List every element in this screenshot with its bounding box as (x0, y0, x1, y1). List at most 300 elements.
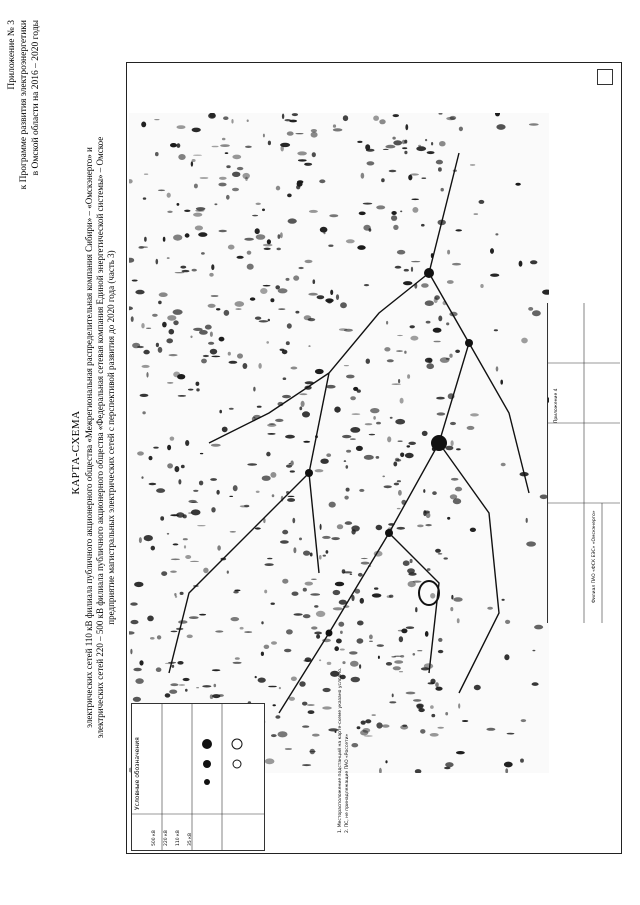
legend-grid (132, 704, 264, 850)
terrain-blob (245, 146, 252, 148)
terrain-blob (305, 163, 308, 165)
terrain-blob (455, 487, 462, 492)
terrain-blob (146, 372, 148, 378)
terrain-blob (310, 553, 313, 557)
terrain-blob (184, 210, 190, 212)
terrain-blob (289, 697, 295, 701)
terrain-blob (417, 650, 422, 651)
terrain-blob (268, 686, 277, 688)
terrain-blob (167, 257, 170, 258)
terrain-blob (285, 119, 292, 121)
terrain-blob (210, 349, 217, 355)
terrain-blob (171, 559, 180, 561)
terrain-blob (235, 301, 245, 307)
terrain-blob (438, 167, 442, 171)
terrain-blob (273, 704, 276, 706)
terrain-blob (365, 144, 370, 150)
terrain-blob (431, 714, 435, 717)
terrain-blob (407, 374, 410, 379)
terrain-blob (167, 193, 171, 198)
terrain-blob (376, 205, 385, 209)
terrain-blob (303, 588, 307, 592)
terrain-blob (436, 397, 445, 400)
terrain-blob (272, 494, 275, 497)
terrain-blob (311, 129, 317, 132)
terrain-blob (141, 122, 146, 128)
terrain-blob (203, 355, 209, 357)
terrain-blob (256, 203, 261, 205)
terrain-blob (167, 463, 173, 468)
terrain-blob (170, 437, 175, 441)
terrain-blob (400, 453, 404, 458)
sheet-corner-mark (597, 69, 613, 85)
terrain-blob (202, 685, 211, 687)
terrain-blob (383, 149, 389, 150)
terrain-blob (391, 211, 396, 215)
terrain-blob (393, 140, 402, 145)
terrain-blob (230, 531, 236, 533)
terrain-blob (415, 607, 417, 612)
terrain-blob (260, 288, 267, 294)
notes (337, 533, 355, 833)
terrain-blob (304, 315, 312, 320)
terrain-blob (172, 665, 175, 668)
terrain-blob (430, 733, 439, 737)
terrain-blob (407, 445, 411, 447)
terrain-blob (417, 525, 424, 528)
terrain-blob (173, 320, 178, 325)
terrain-blob (170, 571, 177, 573)
terrain-blob (151, 546, 155, 551)
terrain-blob (412, 207, 418, 213)
terrain-blob (130, 649, 132, 655)
terrain-blob (292, 113, 298, 116)
terrain-blob (435, 682, 439, 687)
terrain-blob (178, 395, 186, 397)
terrain-blob (299, 407, 302, 411)
terrain-blob (357, 245, 365, 250)
terrain-blob (167, 445, 171, 451)
terrain-blob (399, 636, 403, 642)
terrain-blob (156, 488, 165, 493)
terrain-blob (270, 298, 274, 302)
terrain-blob (439, 141, 446, 146)
terrain-blob (215, 630, 223, 632)
terrain-blob (261, 652, 264, 656)
terrain-blob (232, 188, 239, 191)
terrain-blob (166, 338, 173, 343)
terrain-blob (451, 595, 453, 600)
terrain-blob (346, 375, 355, 379)
terrain-blob (415, 769, 422, 773)
terrain-blob (258, 363, 261, 369)
terrain-blob (323, 555, 326, 557)
terrain-blob (395, 266, 402, 269)
terrain-blob (385, 145, 395, 149)
terrain-blob (173, 309, 183, 315)
terrain-blob (505, 768, 508, 773)
terrain-blob (311, 626, 317, 629)
terrain-blob (253, 387, 255, 392)
terrain-blob (427, 151, 435, 154)
terrain-blob (342, 435, 351, 438)
terrain-blob (268, 141, 271, 146)
terrain-blob (180, 592, 184, 595)
terrain-blob (364, 455, 374, 460)
terrain-blob (216, 490, 219, 495)
terrain-blob (452, 263, 461, 266)
terrain-blob (459, 127, 463, 132)
terrain-blob (287, 323, 292, 328)
terrain-blob (139, 246, 149, 247)
terrain-blob (133, 697, 141, 702)
terrain-blob (382, 476, 385, 478)
terrain-blob (433, 328, 442, 333)
terrain-blob (234, 590, 240, 592)
terrain-blob (176, 512, 184, 517)
terrain-blob (268, 319, 270, 322)
terrain-blob (286, 465, 292, 468)
terrain-blob (302, 764, 311, 766)
terrain-blob (392, 137, 395, 140)
terrain-blob (155, 152, 159, 156)
terrain-blob (212, 694, 220, 698)
terrain-blob (425, 300, 434, 306)
terrain-blob (277, 248, 281, 251)
terrain-blob (288, 218, 297, 223)
terrain-blob (346, 488, 350, 492)
terrain-blob (301, 401, 305, 407)
terrain-blob (282, 530, 288, 535)
terrain-blob (474, 213, 479, 214)
terrain-blob (208, 113, 216, 119)
terrain-blob (173, 235, 182, 241)
terrain-blob (394, 660, 403, 664)
terrain-blob (227, 571, 229, 574)
terrain-blob (363, 203, 373, 205)
terrain-blob (438, 650, 443, 653)
terrain-blob (526, 518, 528, 523)
terrain-blob (495, 233, 498, 235)
terrain-blob (358, 573, 363, 577)
terrain-blob (500, 380, 503, 385)
terrain-blob (154, 119, 159, 120)
terrain-blob (263, 134, 265, 138)
terrain-blob (317, 295, 325, 299)
terrain-blob (420, 729, 425, 734)
terrain-blob (219, 410, 222, 414)
terrain-blob (532, 310, 541, 316)
terrain-blob (203, 568, 208, 574)
terrain-blob (263, 244, 273, 247)
power-line (389, 533, 439, 673)
terrain-blob (343, 115, 348, 121)
terrain-blob (188, 512, 193, 514)
terrain-blob (470, 413, 479, 416)
terrain-blob (406, 692, 416, 695)
legend-symbol (203, 760, 211, 768)
terrain-blob (250, 297, 255, 300)
terrain-blob (446, 322, 449, 325)
terrain-blob (344, 460, 346, 462)
terrain-blob (163, 237, 166, 242)
terrain-blob (402, 140, 406, 144)
terrain-blob (486, 728, 495, 731)
terrain-blob (144, 237, 147, 242)
terrain-blob (271, 734, 277, 737)
terrain-blob (285, 435, 295, 439)
terrain-blob (421, 283, 429, 288)
terrain-blob (169, 690, 177, 694)
terrain-blob (244, 238, 254, 241)
terrain-blob (275, 715, 280, 719)
terrain-blob (496, 124, 505, 130)
terrain-blob (416, 146, 426, 151)
terrain-blob (350, 438, 356, 439)
terrain-blob (387, 436, 391, 442)
terrain-blob (188, 389, 194, 391)
appendix-block (6, 20, 42, 189)
legend (131, 703, 265, 851)
terrain-blob (369, 635, 373, 640)
terrain-blob (406, 626, 414, 629)
legend-title: Условные обозначения (134, 737, 141, 810)
terrain-blob (336, 294, 339, 300)
terrain-blob (205, 325, 212, 330)
terrain-blob (173, 543, 179, 545)
terrain-blob (280, 540, 289, 543)
terrain-blob (361, 562, 370, 565)
terrain-blob (262, 209, 265, 212)
terrain-blob (408, 581, 416, 587)
terrain-blob (505, 620, 510, 624)
terrain-blob (264, 590, 267, 594)
terrain-blob (247, 119, 249, 122)
terrain-blob (159, 292, 168, 297)
terrain-blob (387, 595, 392, 598)
terrain-blob (445, 712, 448, 715)
terrain-blob (187, 635, 193, 639)
terrain-blob (147, 616, 154, 622)
terrain-blob (286, 278, 290, 281)
substation-marker (305, 469, 313, 477)
terrain-blob (149, 456, 153, 460)
substation-marker (431, 435, 447, 451)
terrain-blob (199, 481, 203, 486)
terrain-blob (474, 685, 481, 690)
terrain-blob (237, 353, 243, 358)
terrain-blob (515, 183, 520, 186)
terrain-blob (390, 417, 393, 419)
terrain-blob (426, 321, 431, 324)
terrain-blob (470, 528, 476, 532)
terrain-blob (193, 213, 202, 217)
terrain-blob (291, 677, 297, 682)
terrain-blob (307, 704, 315, 706)
terrain-blob (456, 751, 465, 754)
terrain-blob (131, 620, 139, 624)
terrain-blob (450, 422, 456, 425)
note-line-1: 1. Месторасположение подстанций на карте-схеме указано условно. (338, 667, 343, 833)
terrain-blob (359, 664, 361, 669)
terrain-blob (194, 184, 198, 189)
terrain-blob (423, 489, 425, 493)
terrain-blob (299, 538, 302, 541)
terrain-blob (170, 143, 177, 147)
terrain-blob (504, 654, 509, 660)
terrain-blob (158, 190, 165, 192)
terrain-blob (235, 308, 241, 310)
terrain-blob (233, 485, 238, 491)
terrain-blob (231, 617, 240, 621)
terrain-blob (352, 413, 361, 414)
terrain-blob (287, 131, 294, 135)
terrain-blob (369, 228, 372, 231)
terrain-blob (310, 593, 320, 595)
terrain-blob (353, 387, 358, 391)
terrain-blob (219, 337, 225, 342)
terrain-blob (212, 146, 219, 148)
terrain-blob (396, 350, 403, 352)
terrain-blob (346, 465, 349, 469)
terrain-blob (532, 650, 535, 652)
substation-marker (424, 268, 434, 278)
legend-row: 220 кВ (164, 830, 169, 846)
terrain-blob (278, 288, 288, 293)
appendix-line-2: к Программе развития электроэнергетики (19, 20, 29, 190)
terrain-blob (425, 524, 432, 526)
terrain-blob (129, 306, 133, 310)
terrain-blob (141, 476, 143, 479)
terrain-blob (235, 657, 240, 660)
terrain-blob (405, 453, 414, 458)
terrain-blob (150, 637, 155, 640)
terrain-blob (226, 165, 230, 168)
terrain-blob (217, 545, 221, 550)
terrain-blob (302, 725, 309, 727)
terrain-blob (457, 618, 460, 623)
terrain-blob (134, 582, 143, 587)
legend-row: 500 кВ (152, 830, 157, 846)
terrain-blob (210, 478, 217, 481)
terrain-blob (282, 579, 288, 584)
terrain-blob (436, 160, 443, 165)
terrain-blob (188, 500, 196, 503)
terrain-blob (389, 170, 397, 172)
terrain-blob (279, 687, 281, 689)
terrain-blob (193, 155, 202, 156)
terrain-blob (219, 177, 227, 180)
page-subtitle (84, 50, 117, 825)
terrain-blob (129, 631, 135, 634)
terrain-blob (219, 230, 227, 233)
terrain-blob (190, 336, 192, 339)
terrain-blob (400, 398, 404, 404)
terrain-blob (431, 142, 433, 145)
terrain-blob (408, 175, 412, 181)
terrain-blob (365, 423, 373, 425)
terrain-blob (139, 537, 142, 543)
terrain-blob (408, 572, 416, 575)
terrain-blob (167, 533, 169, 535)
terrain-blob (169, 354, 178, 356)
terrain-blob (156, 259, 159, 265)
terrain-blob (287, 498, 295, 502)
terrain-blob (450, 116, 457, 120)
terrain-blob (534, 625, 543, 630)
substation-marker (465, 339, 473, 347)
terrain-blob (299, 393, 307, 395)
terrain-blob (232, 172, 240, 177)
terrain-blob (480, 284, 483, 288)
terrain-blob (521, 338, 528, 344)
terrain-blob (144, 174, 148, 175)
terrain-blob (244, 505, 249, 507)
terrain-blob (132, 280, 138, 282)
terrain-blob (421, 667, 429, 670)
terrain-blob (282, 114, 284, 120)
terrain-blob (315, 469, 324, 472)
terrain-blob (276, 186, 280, 191)
terrain-blob (135, 678, 143, 684)
terrain-blob (184, 545, 186, 548)
terrain-blob (310, 749, 315, 755)
terrain-blob (314, 605, 318, 608)
terrain-blob (397, 250, 405, 255)
terrain-blob (504, 762, 513, 768)
terrain-blob (392, 694, 394, 698)
terrain-blob (178, 620, 187, 624)
terrain-blob (445, 446, 453, 451)
terrain-blob (316, 634, 320, 638)
terrain-blob (297, 181, 303, 187)
terrain-blob (453, 597, 462, 602)
terrain-blob (357, 141, 362, 143)
terrain-blob (520, 759, 524, 763)
terrain-blob (293, 275, 299, 280)
terrain-blob (185, 440, 189, 446)
terrain-blob (135, 290, 144, 295)
terrain-blob (422, 431, 428, 436)
terrain-blob (264, 248, 271, 250)
title-block-sheet: Приложение 4 (554, 388, 559, 423)
terrain-blob (320, 227, 328, 233)
terrain-blob (327, 662, 332, 665)
terrain-blob (319, 659, 321, 661)
terrain-blob (228, 245, 235, 250)
terrain-blob (430, 705, 434, 709)
terrain-blob (519, 261, 523, 267)
power-line (169, 473, 309, 673)
terrain-blob (185, 689, 188, 692)
terrain-blob (357, 638, 364, 643)
terrain-blob (224, 310, 230, 316)
terrain-blob (275, 419, 283, 422)
terrain-blob (346, 239, 355, 243)
title-block (547, 303, 620, 623)
terrain-blob (403, 281, 412, 285)
terrain-blob (156, 343, 159, 347)
terrain-blob (214, 684, 217, 688)
terrain-blob (141, 323, 144, 328)
terrain-blob (131, 316, 134, 322)
terrain-blob (200, 177, 209, 179)
terrain-blob (345, 521, 352, 525)
substation-marker (419, 581, 439, 605)
terrain-blob (376, 422, 381, 425)
terrain-blob (367, 161, 375, 165)
terrain-blob (402, 725, 407, 727)
